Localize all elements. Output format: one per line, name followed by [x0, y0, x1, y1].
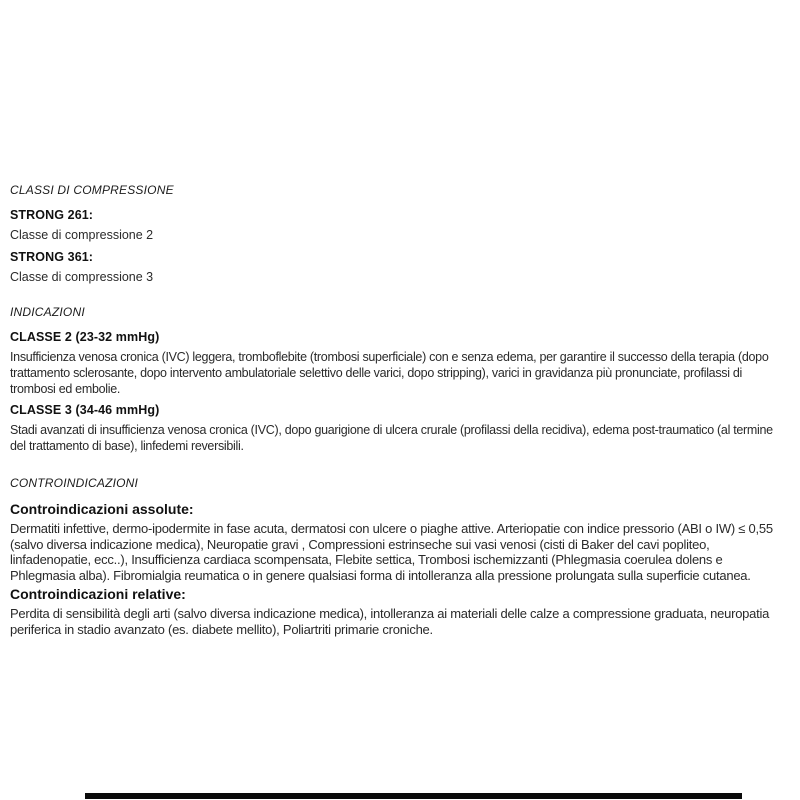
- controindicazioni-assolute-label: Controindicazioni assolute:: [10, 501, 194, 517]
- strong-261-label: STRONG 261:: [10, 208, 94, 222]
- strong-261-description: Classe di compressione 2: [10, 228, 154, 242]
- strong-361-label: STRONG 361:: [10, 250, 94, 264]
- section-classi-di-compressione: [10, 183, 790, 285]
- classe-3-paragraph: Stadi avanzati di insufficienza venosa cronica (IVC), dopo guarigione di ulcera crurale (profilassi della recidiva), edema post-traumatico (al termine del trattamento di base), linfedemi reversibili.: [10, 423, 773, 453]
- section-heading-controindicazioni: CONTROINDICAZIONI: [10, 476, 139, 490]
- section-heading-classi: CLASSI DI COMPRESSIONE: [10, 183, 174, 197]
- section-controindicazioni: [10, 476, 790, 637]
- section-heading-indicazioni: INDICAZIONI: [10, 305, 85, 319]
- section-indicazioni: [10, 305, 790, 454]
- classe-2-paragraph: Insufficienza venosa cronica (IVC) leggera, tromboflebite (trombosi superficiale) con e senza edema, per garantire il successo della terapia (dopo trattamento sclerosante, dopo intervento ambulatoriale selettivo delle varici, dopo stripping), varici in gravidanza più pronunciate, profilassi di trombosi ed embolie.: [10, 350, 769, 396]
- strong-361-description: Classe di compressione 3: [10, 270, 154, 284]
- classe-2-label: CLASSE 2 (23-32 mmHg): [10, 330, 160, 344]
- controindicazioni-relative-label: Controindicazioni relative:: [10, 586, 186, 602]
- controindicazioni-assolute-paragraph: Dermatiti infettive, dermo-ipodermite in fase acuta, dermatosi con ulcere o piaghe attive. Arteriopatie con indice pressorio (ABI o IW) ≤ 0,55 (salvo diversa indicazione medica), Neuropatie gravi , Compressioni estrinseche sui vasi venosi (cisti di Baker del cavi popliteo, linfadenopatie, ecc..), Insufficienza cardiaca scompensata, Flebite settica, Trombosi ischemizzanti (Phlegmasia coerulea dolens e Phlegmasia alba). Fibromialgia reumatica o in genere qualsiasi forma di intolleranza alla pressione prolungata sulla superficie cutanea.: [10, 521, 773, 583]
- controindicazioni-relative-paragraph: Perdita di sensibilità degli arti (salvo diversa indicazione medica), intolleranza ai materiali delle calze a compressione graduata, neuropatia periferica in stadio avanzato (es. diabete mellito), Poliartriti primarie croniche.: [10, 606, 770, 637]
- classe-3-label: CLASSE 3 (34-46 mmHg): [10, 403, 160, 417]
- bottom-divider: [85, 793, 742, 799]
